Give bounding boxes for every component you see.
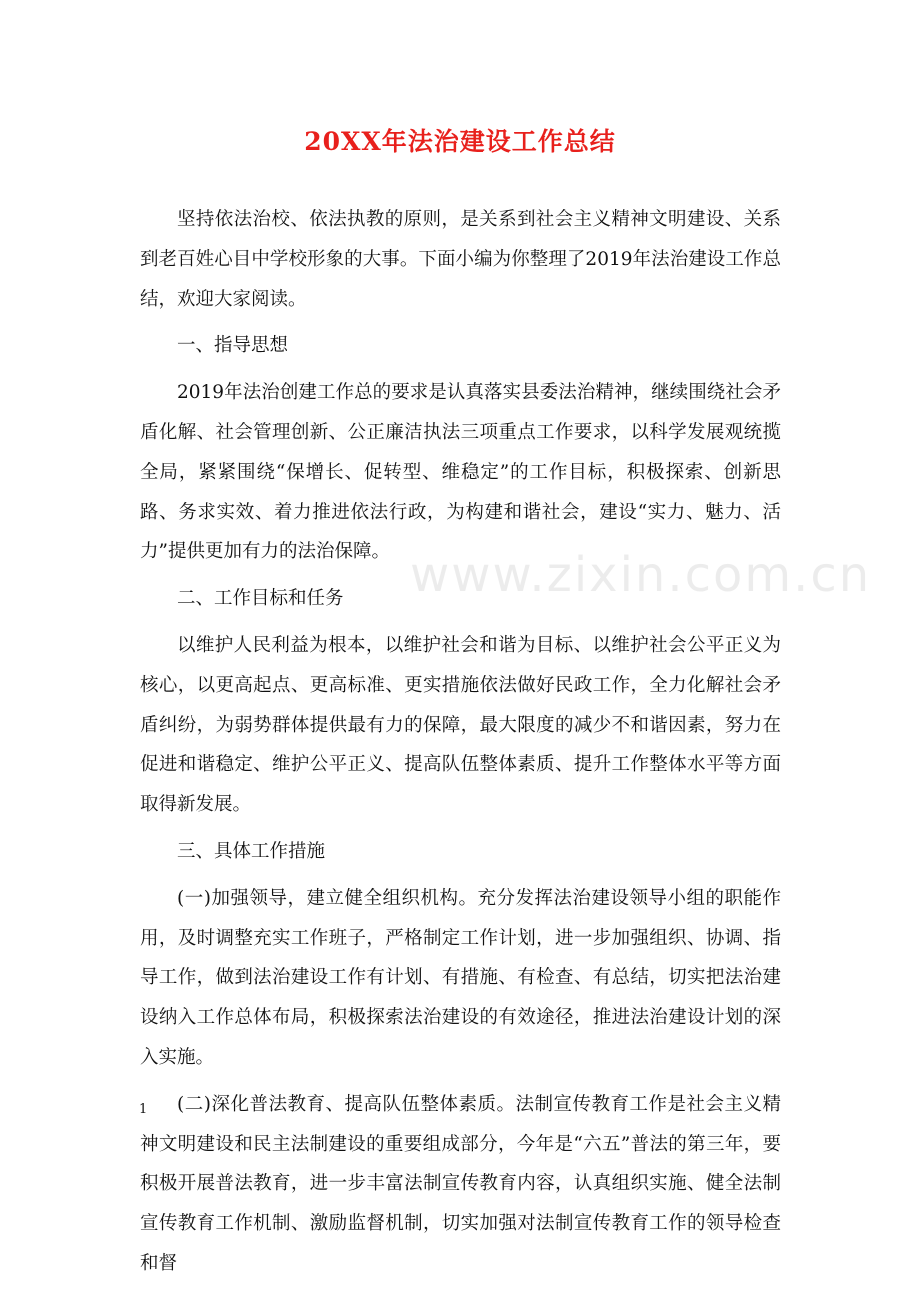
- measure-1-paragraph: (一)加强领导，建立健全组织机构。充分发挥法治建设领导小组的职能作用，及时调整充实工作班子，严格制定工作计划，进一步加强组织、协调、指导工作，做到法治建设工作有计划、有措施、有检查、有总结，切实把法治建设纳入工作总体布局，积极探索法治建设的有效途径，推进法治建设计划的深入实施。: [140, 887, 781, 1068]
- section-heading-measures: 三、具体工作措施: [177, 840, 326, 862]
- section-heading-goals: 二、工作目标和任务: [177, 588, 344, 610]
- goals-paragraph: 以维护人民利益为根本，以维护社会和谐为目标、以维护社会公平正义为核心，以更高起点、更高标准、更实措施依法做好民政工作，全力化解社会矛盾纠纷，为弱势群体提供最有力的保障，最大限度的减少不和谐因素，努力在促进和谐稳定、维护公平正义、提高队伍整体素质、提升工作整体水平等方面取得新发展。: [140, 634, 781, 816]
- measure-2-paragraph: (二)深化普法教育、提高队伍整体素质。法制宣传教育工作是社会主义精神文明建设和民主法制建设的重要组成部分，今年是“六五”普法的第三年，要积极开展普法教育，进一步丰富法制宣传教育内容，认真组织实施、健全法制宣传教育工作机制、激励监督机制，切实加强对法制宣传教育工作的领导检查和督: [140, 1093, 781, 1274]
- intro-paragraph: 坚持依法治校、依法执教的原则，是关系到社会主义精神文明建设、关系到老百姓心目中学校形象的大事。下面小编为你整理了2019年法治建设工作总结，欢迎大家阅读。: [140, 209, 781, 310]
- section-heading-guiding-thought: 一、指导思想: [177, 335, 289, 357]
- document-title: 20XX年法治建设工作总结: [304, 127, 616, 156]
- guiding-thought-paragraph: 2019年法治创建工作总的要求是认真落实县委法治精神，继续围绕社会矛盾化解、社会管理创新、公正廉洁执法三项重点工作要求，以科学发展观统揽全局，紧紧围绕“保增长、促转型、维稳定”的工作目标，积极探索、创新思路、务求实效、着力推进依法行政，为构建和谐社会，建设“实力、魅力、活力”提供更加有力的法治保障。: [140, 382, 781, 563]
- watermark: www.zixin.com.cn: [410, 547, 872, 603]
- document-body: [140, 200, 781, 1291]
- page-number: 1: [139, 1102, 148, 1117]
